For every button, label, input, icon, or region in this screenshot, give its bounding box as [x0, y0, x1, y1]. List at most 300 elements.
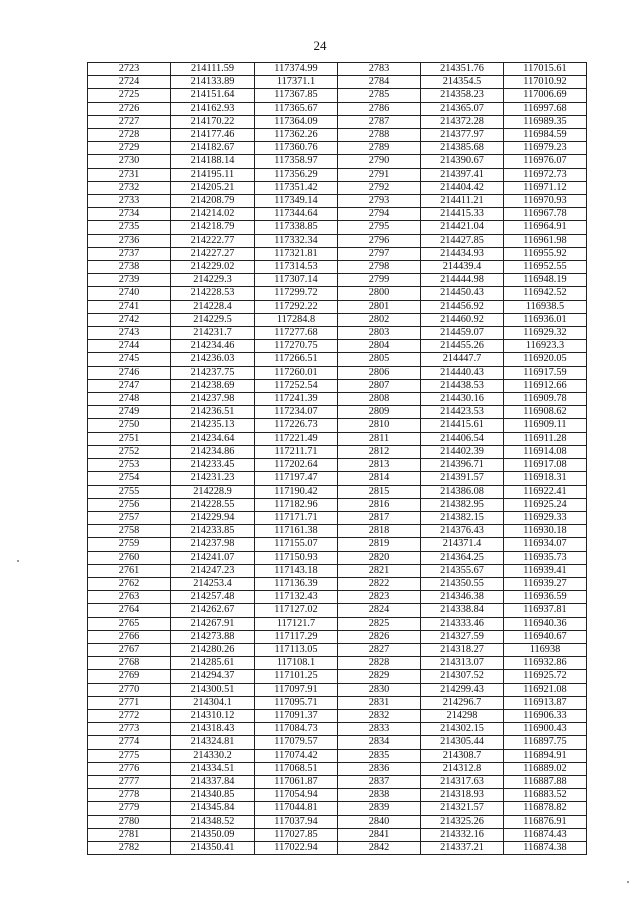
table-cell: 117374.99 — [255, 63, 338, 76]
table-cell: 116979.23 — [504, 142, 587, 155]
table-cell: 2837 — [338, 775, 421, 788]
table-cell: 2767 — [88, 643, 171, 656]
table-cell: 117360.76 — [255, 142, 338, 155]
table-row — [88, 604, 587, 617]
table-cell: 117010.92 — [504, 76, 587, 89]
table-row — [88, 102, 587, 115]
table-cell: 214162.93 — [171, 102, 255, 115]
table-cell: 214391.57 — [421, 472, 504, 485]
table-row — [88, 379, 587, 392]
table-row — [88, 181, 587, 194]
table-cell: 116921.08 — [504, 683, 587, 696]
table-cell: 214337.84 — [171, 775, 255, 788]
table-cell: 214231.7 — [171, 327, 255, 340]
table-cell: 214257.48 — [171, 591, 255, 604]
table-row — [88, 564, 587, 577]
table-cell: 2830 — [338, 683, 421, 696]
table-cell: 214218.79 — [171, 221, 255, 234]
table-cell: 214236.03 — [171, 353, 255, 366]
table-row — [88, 287, 587, 300]
table-cell: 117037.94 — [255, 815, 338, 828]
table-cell: 2742 — [88, 313, 171, 326]
table-row — [88, 696, 587, 709]
table-cell: 116936.01 — [504, 313, 587, 326]
table-cell: 2731 — [88, 168, 171, 181]
table-cell: 117260.01 — [255, 366, 338, 379]
table-cell: 117349.14 — [255, 195, 338, 208]
table-cell: 2831 — [338, 696, 421, 709]
table-cell: 2737 — [88, 247, 171, 260]
table-cell: 2798 — [338, 261, 421, 274]
table-cell: 2832 — [338, 709, 421, 722]
table-cell: 2842 — [338, 841, 421, 854]
table-cell: 2765 — [88, 617, 171, 630]
table-cell: 117079.57 — [255, 736, 338, 749]
table-row — [88, 789, 587, 802]
table-row — [88, 208, 587, 221]
table-cell: 116937.81 — [504, 604, 587, 617]
table-cell: 2806 — [338, 366, 421, 379]
table-cell: 116876.91 — [504, 815, 587, 828]
table-cell: 2803 — [338, 327, 421, 340]
table-cell: 116909.78 — [504, 393, 587, 406]
table-cell: 214229.5 — [171, 313, 255, 326]
table-cell: 117136.39 — [255, 577, 338, 590]
table-cell: 2779 — [88, 802, 171, 815]
table-cell: 2724 — [88, 76, 171, 89]
table-cell: 214307.52 — [421, 670, 504, 683]
table-cell: 116897.75 — [504, 736, 587, 749]
table-row — [88, 802, 587, 815]
table-cell: 116906.33 — [504, 709, 587, 722]
table-cell: 117108.1 — [255, 657, 338, 670]
table-cell: 214228.9 — [171, 485, 255, 498]
table-cell: 214247.23 — [171, 564, 255, 577]
table-cell: 214222.77 — [171, 234, 255, 247]
table-cell: 214402.39 — [421, 445, 504, 458]
table-row — [88, 327, 587, 340]
table-cell: 2741 — [88, 300, 171, 313]
table-cell: 2781 — [88, 828, 171, 841]
table-row — [88, 577, 587, 590]
table-cell: 117068.51 — [255, 762, 338, 775]
table-cell: 116929.32 — [504, 327, 587, 340]
table-cell: 214330.2 — [171, 749, 255, 762]
table-cell: 2805 — [338, 353, 421, 366]
table-row — [88, 485, 587, 498]
table-cell: 116917.59 — [504, 366, 587, 379]
table-cell: 2812 — [338, 445, 421, 458]
table-cell: 214345.84 — [171, 802, 255, 815]
table-cell: 214440.43 — [421, 366, 504, 379]
table-cell: 2745 — [88, 353, 171, 366]
table-cell: 2834 — [338, 736, 421, 749]
table-cell: 214229.94 — [171, 511, 255, 524]
table-cell: 116970.93 — [504, 195, 587, 208]
table-cell: 214332.16 — [421, 828, 504, 841]
table-cell: 214317.63 — [421, 775, 504, 788]
table-cell: 116940.67 — [504, 630, 587, 643]
table-cell: 214308.7 — [421, 749, 504, 762]
table-cell: 214423.53 — [421, 406, 504, 419]
table-cell: 116883.52 — [504, 789, 587, 802]
table-row — [88, 749, 587, 762]
table-row — [88, 762, 587, 775]
table-cell: 2750 — [88, 419, 171, 432]
table-row — [88, 511, 587, 524]
coordinates-table — [87, 62, 587, 855]
table-cell: 2763 — [88, 591, 171, 604]
table-cell: 214233.85 — [171, 525, 255, 538]
table-cell: 2801 — [338, 300, 421, 313]
table-cell: 116914.08 — [504, 445, 587, 458]
table-cell: 2816 — [338, 498, 421, 511]
table-cell: 2755 — [88, 485, 171, 498]
table-cell: 214321.57 — [421, 802, 504, 815]
table-cell: 2747 — [88, 379, 171, 392]
table-cell: 2786 — [338, 102, 421, 115]
table-cell: 214334.51 — [171, 762, 255, 775]
table-cell: 2810 — [338, 419, 421, 432]
table-cell: 116922.41 — [504, 485, 587, 498]
table-cell: 214267.91 — [171, 617, 255, 630]
table-cell: 117266.51 — [255, 353, 338, 366]
table-row — [88, 195, 587, 208]
table-cell: 117221.49 — [255, 432, 338, 445]
table-row — [88, 247, 587, 260]
table-cell: 2826 — [338, 630, 421, 643]
table-cell: 117351.42 — [255, 181, 338, 194]
table-cell: 214351.76 — [421, 63, 504, 76]
table-cell: 2785 — [338, 89, 421, 102]
table-cell: 117121.7 — [255, 617, 338, 630]
table-cell: 116930.18 — [504, 525, 587, 538]
table-cell: 117284.8 — [255, 313, 338, 326]
table-cell: 116918.31 — [504, 472, 587, 485]
table-cell: 214302.15 — [421, 723, 504, 736]
table-row — [88, 617, 587, 630]
table-cell: 2770 — [88, 683, 171, 696]
table-cell: 117095.71 — [255, 696, 338, 709]
table-cell: 214430.16 — [421, 393, 504, 406]
table-cell: 2748 — [88, 393, 171, 406]
table-cell: 117117.29 — [255, 630, 338, 643]
table-cell: 214415.61 — [421, 419, 504, 432]
table-row — [88, 828, 587, 841]
table-cell: 116874.38 — [504, 841, 587, 854]
table-cell: 2784 — [338, 76, 421, 89]
table-cell: 214386.08 — [421, 485, 504, 498]
table-cell: 117277.68 — [255, 327, 338, 340]
table-cell: 2799 — [338, 274, 421, 287]
table-cell: 2823 — [338, 591, 421, 604]
table-cell: 214208.79 — [171, 195, 255, 208]
table-cell: 116942.52 — [504, 287, 587, 300]
table-cell: 2736 — [88, 234, 171, 247]
table-cell: 2836 — [338, 762, 421, 775]
table-cell: 117371.1 — [255, 76, 338, 89]
table-row — [88, 76, 587, 89]
table-cell: 116900.43 — [504, 723, 587, 736]
table-cell: 214227.27 — [171, 247, 255, 260]
table-cell: 2757 — [88, 511, 171, 524]
table-row — [88, 432, 587, 445]
table-row — [88, 551, 587, 564]
table-cell: 117299.72 — [255, 287, 338, 300]
table-row — [88, 459, 587, 472]
table-cell: 116938 — [504, 643, 587, 656]
table-cell: 214460.92 — [421, 313, 504, 326]
table-cell: 214170.22 — [171, 115, 255, 128]
table-cell: 2725 — [88, 89, 171, 102]
table-cell: 2817 — [338, 511, 421, 524]
table-cell: 214318.27 — [421, 643, 504, 656]
table-cell: 2833 — [338, 723, 421, 736]
table-cell: 117365.67 — [255, 102, 338, 115]
table-cell: 2732 — [88, 181, 171, 194]
table-cell: 2796 — [338, 234, 421, 247]
table-cell: 214312.8 — [421, 762, 504, 775]
table-cell: 214305.44 — [421, 736, 504, 749]
table-cell: 214455.26 — [421, 340, 504, 353]
table-cell: 214365.07 — [421, 102, 504, 115]
table-cell: 117097.91 — [255, 683, 338, 696]
table-cell: 2813 — [338, 459, 421, 472]
table-cell: 117006.69 — [504, 89, 587, 102]
table-row — [88, 525, 587, 538]
table-row — [88, 643, 587, 656]
table-cell: 117054.94 — [255, 789, 338, 802]
table-cell: 2821 — [338, 564, 421, 577]
table-cell: 2815 — [338, 485, 421, 498]
table-cell: 117182.96 — [255, 498, 338, 511]
table-cell: 2804 — [338, 340, 421, 353]
table-cell: 214444.98 — [421, 274, 504, 287]
table-cell: 214404.42 — [421, 181, 504, 194]
table-cell: 117356.29 — [255, 168, 338, 181]
table-cell: 117084.73 — [255, 723, 338, 736]
table-row — [88, 234, 587, 247]
table-cell: 2835 — [338, 749, 421, 762]
table-cell: 2778 — [88, 789, 171, 802]
table-cell: 116923.3 — [504, 340, 587, 353]
table-cell: 2753 — [88, 459, 171, 472]
table-cell: 214228.53 — [171, 287, 255, 300]
table-cell: 116934.07 — [504, 538, 587, 551]
table-cell: 2749 — [88, 406, 171, 419]
table-cell: 2819 — [338, 538, 421, 551]
table-cell: 2802 — [338, 313, 421, 326]
table-cell: 2758 — [88, 525, 171, 538]
table-row — [88, 300, 587, 313]
table-cell: 2824 — [338, 604, 421, 617]
table-cell: 116984.59 — [504, 129, 587, 142]
table-cell: 2744 — [88, 340, 171, 353]
table-row — [88, 709, 587, 722]
table-cell: 2768 — [88, 657, 171, 670]
table-cell: 117143.18 — [255, 564, 338, 577]
table-cell: 2783 — [338, 63, 421, 76]
table-row — [88, 89, 587, 102]
table-cell: 117321.81 — [255, 247, 338, 260]
table-row — [88, 129, 587, 142]
table-cell: 214304.1 — [171, 696, 255, 709]
table-cell: 116932.86 — [504, 657, 587, 670]
table-cell: 116912.66 — [504, 379, 587, 392]
table-cell: 117270.75 — [255, 340, 338, 353]
table-cell: 214350.09 — [171, 828, 255, 841]
table-cell: 214390.67 — [421, 155, 504, 168]
table-cell: 214296.7 — [421, 696, 504, 709]
table-cell: 117358.97 — [255, 155, 338, 168]
table-cell: 214233.45 — [171, 459, 255, 472]
table-cell: 117307.14 — [255, 274, 338, 287]
table-cell: 2766 — [88, 630, 171, 643]
table-cell: 214385.68 — [421, 142, 504, 155]
table-cell: 2829 — [338, 670, 421, 683]
table-cell: 116917.08 — [504, 459, 587, 472]
table-cell: 117150.93 — [255, 551, 338, 564]
table-cell: 2734 — [88, 208, 171, 221]
table-cell: 117190.42 — [255, 485, 338, 498]
table-cell: 214350.41 — [171, 841, 255, 854]
table-cell: 2775 — [88, 749, 171, 762]
table-cell: 2739 — [88, 274, 171, 287]
table-cell: 116952.55 — [504, 261, 587, 274]
table-cell: 2820 — [338, 551, 421, 564]
table-cell: 214348.52 — [171, 815, 255, 828]
table-cell: 2727 — [88, 115, 171, 128]
table-cell: 214459.07 — [421, 327, 504, 340]
table-cell: 214382.95 — [421, 498, 504, 511]
table-cell: 117252.54 — [255, 379, 338, 392]
table-row — [88, 841, 587, 854]
table-cell: 214294.37 — [171, 670, 255, 683]
table-cell: 214447.7 — [421, 353, 504, 366]
table-cell: 116989.35 — [504, 115, 587, 128]
table-cell: 117367.85 — [255, 89, 338, 102]
scan-speck — [627, 881, 629, 883]
table-cell: 116967.78 — [504, 208, 587, 221]
table-cell: 214262.67 — [171, 604, 255, 617]
table-cell: 2726 — [88, 102, 171, 115]
table-cell: 2794 — [338, 208, 421, 221]
table-cell: 214355.67 — [421, 564, 504, 577]
table-cell: 214299.43 — [421, 683, 504, 696]
table-cell: 214236.51 — [171, 406, 255, 419]
table-row — [88, 353, 587, 366]
table-cell: 214177.46 — [171, 129, 255, 142]
table-cell: 2774 — [88, 736, 171, 749]
table-row — [88, 657, 587, 670]
table-cell: 116997.68 — [504, 102, 587, 115]
table-cell: 2738 — [88, 261, 171, 274]
table-cell: 2773 — [88, 723, 171, 736]
table-row — [88, 630, 587, 643]
table-row — [88, 115, 587, 128]
table-cell: 117132.43 — [255, 591, 338, 604]
table-cell: 116913.87 — [504, 696, 587, 709]
table-row — [88, 815, 587, 828]
table-cell: 117211.71 — [255, 445, 338, 458]
table-cell: 2746 — [88, 366, 171, 379]
table-cell: 214421.04 — [421, 221, 504, 234]
table-cell: 116889.02 — [504, 762, 587, 775]
table-cell: 214318.43 — [171, 723, 255, 736]
table-cell: 214327.59 — [421, 630, 504, 643]
table-cell: 117113.05 — [255, 643, 338, 656]
table-cell: 2769 — [88, 670, 171, 683]
table-cell: 2761 — [88, 564, 171, 577]
table-cell: 214133.89 — [171, 76, 255, 89]
table-cell: 2729 — [88, 142, 171, 155]
table-cell: 214238.69 — [171, 379, 255, 392]
table-cell: 116911.28 — [504, 432, 587, 445]
table-row — [88, 498, 587, 511]
table-cell: 2808 — [338, 393, 421, 406]
table-cell: 214234.46 — [171, 340, 255, 353]
table-row — [88, 142, 587, 155]
table-cell: 214182.67 — [171, 142, 255, 155]
table-cell: 214298 — [421, 709, 504, 722]
table-row — [88, 366, 587, 379]
table-cell: 2777 — [88, 775, 171, 788]
table-cell: 117091.37 — [255, 709, 338, 722]
table-cell: 117015.61 — [504, 63, 587, 76]
table-cell: 214346.38 — [421, 591, 504, 604]
table-cell: 2740 — [88, 287, 171, 300]
table-cell: 214372.28 — [421, 115, 504, 128]
table-cell: 2828 — [338, 657, 421, 670]
page-number: 24 — [313, 38, 327, 53]
table-cell: 116935.73 — [504, 551, 587, 564]
table-cell: 116976.07 — [504, 155, 587, 168]
table-cell: 116938.5 — [504, 300, 587, 313]
table-cell: 116909.11 — [504, 419, 587, 432]
table-row — [88, 723, 587, 736]
table-cell: 2771 — [88, 696, 171, 709]
table-cell: 214234.64 — [171, 432, 255, 445]
table-cell: 214337.21 — [421, 841, 504, 854]
table-row — [88, 393, 587, 406]
table-cell: 214434.93 — [421, 247, 504, 260]
table-row — [88, 472, 587, 485]
table-cell: 116908.62 — [504, 406, 587, 419]
table-cell: 116936.59 — [504, 591, 587, 604]
table-cell: 117364.09 — [255, 115, 338, 128]
table-cell: 214358.23 — [421, 89, 504, 102]
table-cell: 116972.73 — [504, 168, 587, 181]
table-cell: 116894.91 — [504, 749, 587, 762]
table-cell: 214280.26 — [171, 643, 255, 656]
table-cell: 214438.53 — [421, 379, 504, 392]
table-cell: 2752 — [88, 445, 171, 458]
table-cell: 214241.07 — [171, 551, 255, 564]
table-cell: 2811 — [338, 432, 421, 445]
table-cell: 116925.72 — [504, 670, 587, 683]
table-cell: 117332.34 — [255, 234, 338, 247]
table-cell: 214333.46 — [421, 617, 504, 630]
table-cell: 2792 — [338, 181, 421, 194]
table-cell: 214325.26 — [421, 815, 504, 828]
table-cell: 117074.42 — [255, 749, 338, 762]
table-cell: 117314.53 — [255, 261, 338, 274]
table-cell: 116971.12 — [504, 181, 587, 194]
table-cell: 2791 — [338, 168, 421, 181]
table-cell: 214415.33 — [421, 208, 504, 221]
table-cell: 2841 — [338, 828, 421, 841]
table-cell: 2780 — [88, 815, 171, 828]
